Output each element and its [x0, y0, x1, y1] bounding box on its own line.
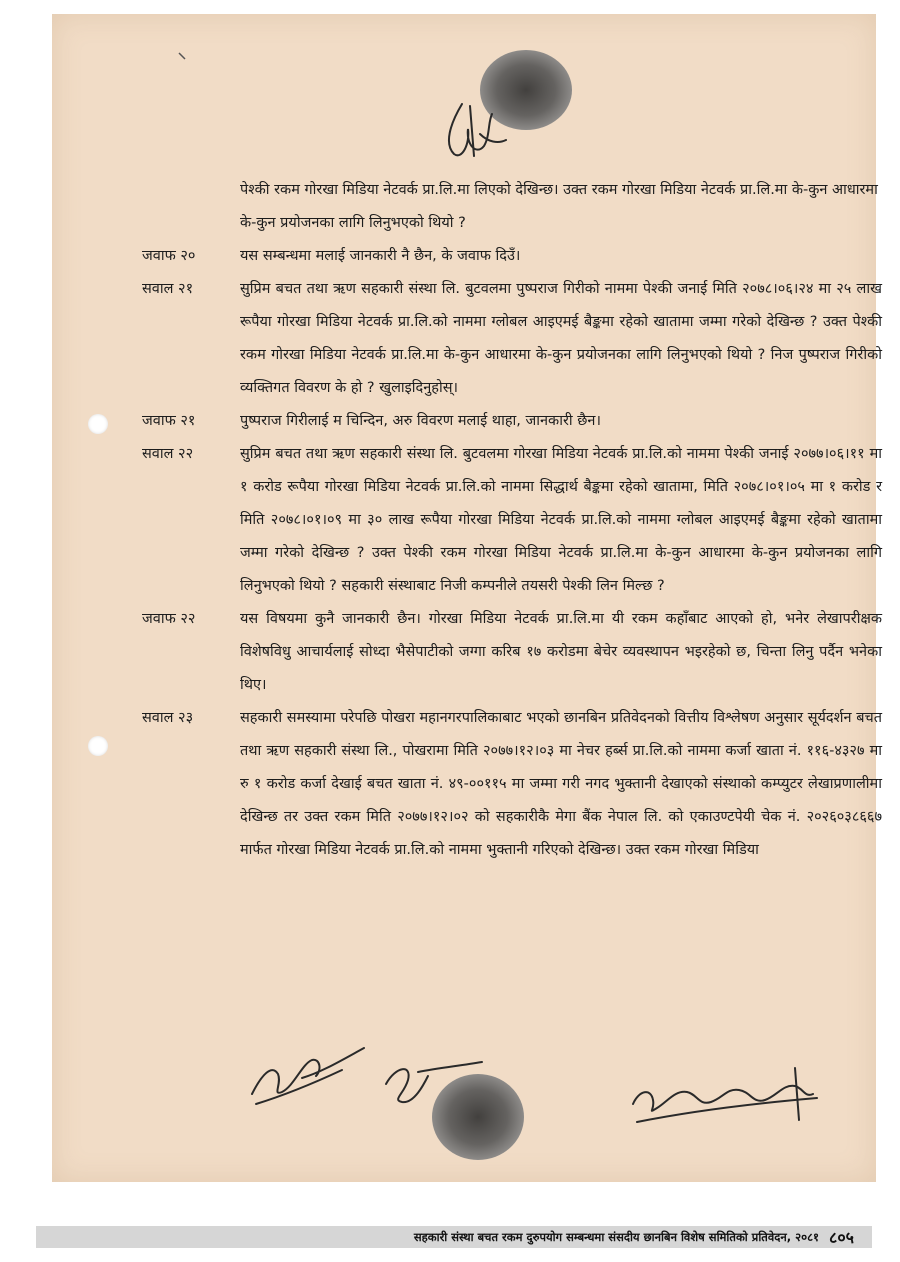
signature-left — [242, 1034, 372, 1114]
question-row — [142, 273, 882, 405]
question-text: सुप्रिम बचत तथा ऋण सहकारी संस्था लि. बुटवलमा पुष्पराज गिरीको नाममा पेश्की जनाई मिति २०७८।०६।२४ मा २५ लाख रूपैया गोरखा मिडिया नेटवर्क प्रा.लि.को नाममा ग्लोबल आइएमई बैङ्कमा रहेको खातामा जम्मा गरेको देखिन्छ ? उक्त पेश्की रकम गोरखा मिडिया नेटवर्क प्रा.लि.मा के-कुन आधारमा के-कुन प्रयोजनका लागि लिनुभएको थियो ? निज पुष्पराज गिरीको व्यक्तिगत विवरण के हो ? खुलाइदिनुहोस्। — [240, 281, 882, 396]
footer-title: सहकारी संस्था बचत रकम दुरुपयोग सम्बन्धमा संसदीय छानबिन विशेष समितिको प्रतिवेदन, २०८१ — [413, 1229, 820, 1244]
answer-label: जवाफ २१ — [142, 413, 196, 429]
question-text: सुप्रिम बचत तथा ऋण सहकारी संस्था लि. बुटवलमा गोरखा मिडिया नेटवर्क प्रा.लि.को नाममा पेश्की जनाई २०७७।०६।११ मा १ करोड रूपैया गोरखा मिडिया नेटवर्क प्रा.लि.को नाममा सिद्धार्थ बैङ्कमा रहेको खातामा, मिति २०७८।०१।०५ मा १ करोड र मिति २०७८।०१।०९ मा ३० लाख रूपैया गोरखा मिडिया नेटवर्क प्रा.लि.को नाममा ग्लोबल आइएमई बैङ्कमा रहेको खातामा जम्मा गरेको देखिन्छ ? उक्त पेश्की रकम गोरखा मिडिया नेटवर्क प्रा.लि.मा के-कुन आधारमा के-कुन प्रयोजनका लागि लिनुभएको थियो ? सहकारी संस्थाबाट निजी कम्पनीले तयसरी पेश्की लिन मिल्छ ? — [240, 446, 882, 594]
question-text: सहकारी समस्यामा परेपछि पोखरा महानगरपालिकाबाट भएको छानबिन प्रतिवेदनको वित्तीय विश्लेषण अनुसार सूर्यदर्शन बचत तथा ऋण सहकारी संस्था लि., पोखरामा मिति २०७७।१२।०३ मा नेचर हर्ब्स प्रा.लि.को नाममा कर्जा खाता नं. ११६-४३२७ मा रु १ करोड कर्जा देखाई बचत खाता नं. ४९-००११५ मा जम्मा गरी नगद भुक्तानी देखाएको संस्थाको कम्प्युटर लेखाप्रणालीमा देखिन्छ तर उक्त रकम मिति २०७७।१२।०२ को सहकारीकै मेगा बैंक नेपाल लि. को एकाउण्टपेयी चेक नं. २०२६०३८६६७ मार्फत गोरखा मिडिया नेटवर्क प्रा.लि.को नाममा भुक्तानी गरिएको देखिन्छ। उक्त रकम गोरखा मिडिया — [240, 710, 882, 858]
answer-text: यस सम्बन्धमा मलाई जानकारी नै छैन, के जवाफ दिउँ। — [240, 248, 521, 264]
document-page — [52, 14, 882, 1182]
question-row — [142, 702, 882, 867]
page-number: ८०५ — [829, 1228, 854, 1247]
paper-mark — [178, 52, 186, 60]
answer-text: पुष्पराज गिरीलाई म चिन्दिन, अरु विवरण मलाई थाहा, जानकारी छैन। — [240, 413, 601, 429]
signature-bottom — [378, 1054, 488, 1114]
qa-content — [142, 174, 882, 867]
question-label: सवाल २२ — [142, 446, 194, 462]
punch-hole — [88, 736, 108, 756]
signature-top — [432, 84, 522, 174]
question-row — [142, 438, 882, 603]
signature-right — [627, 1054, 827, 1134]
paragraph-text: पेश्की रकम गोरखा मिडिया नेटवर्क प्रा.लि.मा लिएको देखिन्छ। उक्त रकम गोरखा मिडिया नेटवर्क प्रा.लि.मा के-कुन आधारमा के-कुन प्रयोजनका लागि लिनुभएको थियो ? — [240, 182, 878, 231]
punch-hole — [88, 414, 108, 434]
answer-label: जवाफ २० — [142, 248, 196, 264]
answer-text: यस विषयमा कुनै जानकारी छैन। गोरखा मिडिया नेटवर्क प्रा.लि.मा यी रकम कहाँबाट आएको हो, भनेर लेखापरीक्षक विशेषविधु आचार्यलाई सोध्दा भैसेपाटीको जग्गा करिब १७ करोडमा बेचेर व्यवस्थापन भइरहेको छ, चिन्ता लिनु पर्दैन भनेका थिए। — [240, 611, 882, 693]
answer-row — [142, 240, 882, 273]
continuation-paragraph — [142, 174, 882, 240]
page-footer — [36, 1226, 872, 1248]
answer-label: जवाफ २२ — [142, 611, 196, 627]
question-label: सवाल २३ — [142, 710, 194, 726]
question-label: सवाल २१ — [142, 281, 194, 297]
answer-row — [142, 405, 882, 438]
answer-row — [142, 603, 882, 702]
